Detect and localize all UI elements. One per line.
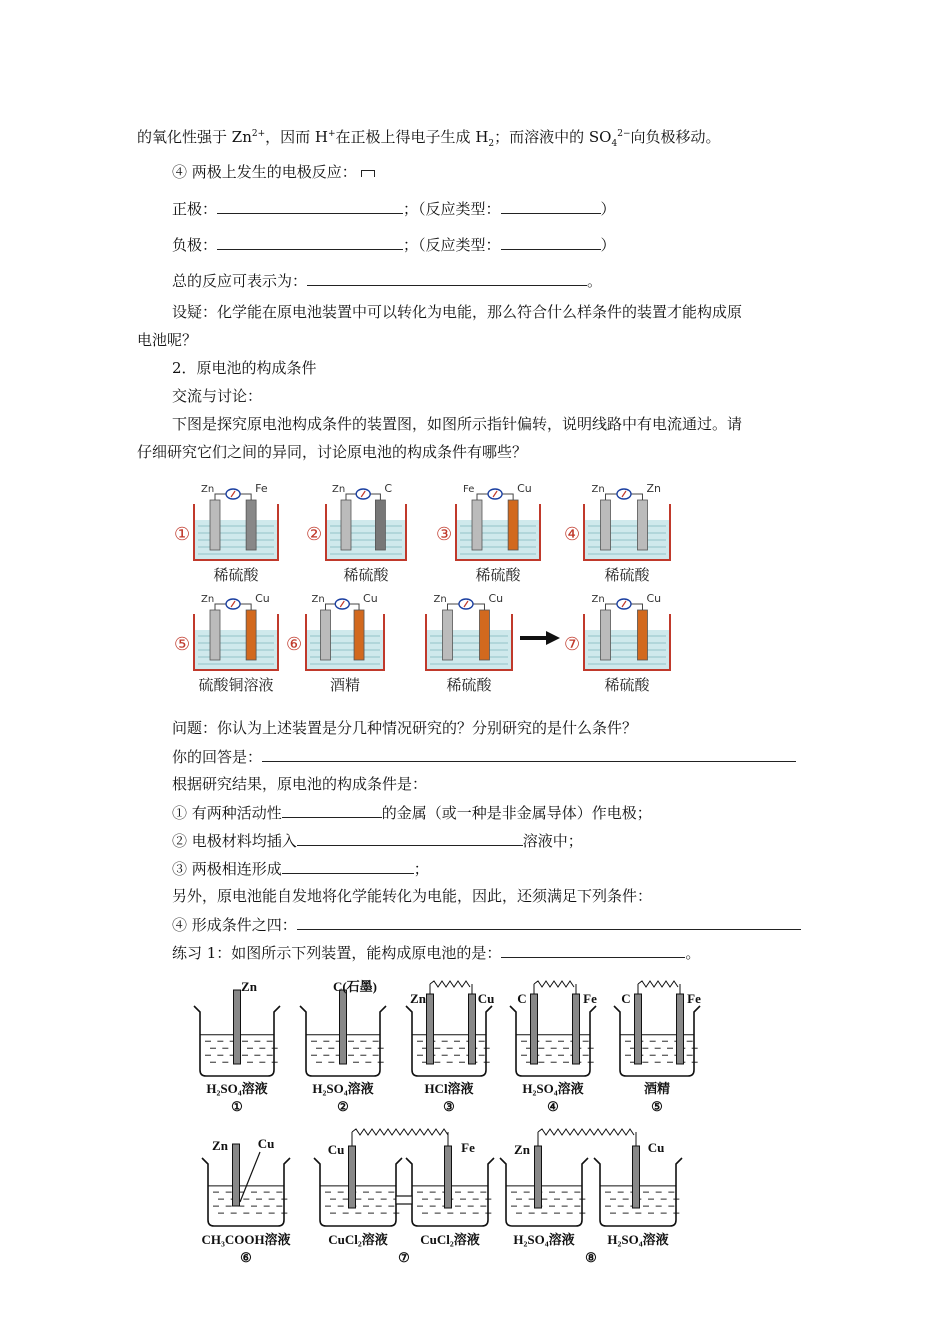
left-electrode bbox=[601, 500, 611, 550]
right-electrode-label: Fe bbox=[583, 991, 597, 1006]
electrode-label: Zn bbox=[241, 979, 257, 994]
right-electrode-label: Cu bbox=[647, 1140, 665, 1155]
text-line-7: 电池呢？ bbox=[137, 331, 198, 349]
apparatus-number: ⑦ bbox=[564, 634, 581, 655]
exercise-1-blank[interactable] bbox=[501, 942, 685, 958]
text-line-11: 仔细研究它们之间的异同，讨论原电池的构成条件有哪些？ bbox=[137, 443, 528, 461]
left-electrode-label: Zn bbox=[332, 484, 346, 495]
condition-1-blank[interactable] bbox=[282, 802, 382, 818]
electrode-rod bbox=[349, 1146, 356, 1208]
text-line-9: 交流与讨论： bbox=[172, 387, 263, 405]
resistor-wire bbox=[538, 1129, 634, 1135]
right-electrode-label: Fe bbox=[461, 1140, 475, 1155]
right-electrode-label: C bbox=[384, 482, 393, 495]
exercise-apparatus-1 bbox=[194, 979, 280, 1114]
solution-label: H₂SO₄溶液 bbox=[522, 1081, 584, 1096]
electrode-rod bbox=[635, 994, 642, 1064]
electrode-rod bbox=[445, 1146, 452, 1208]
resistor-wire bbox=[534, 981, 574, 987]
text-line-1: 的氧化性强于 $Zn^{2+}$，因而 H+在正极上得电子生成 $H_2$；而溶液中的 $SO_4^{2-}$向负极移动。 bbox=[137, 128, 721, 149]
positive-electrode-line: 正极： ；（反应类型： ） bbox=[172, 200, 616, 218]
exercise-apparatus-7 bbox=[314, 1129, 494, 1265]
left-electrode-label: C bbox=[517, 991, 527, 1006]
solution-label: 硫酸铜溶液 bbox=[198, 676, 274, 692]
electrode-label: C(石墨) bbox=[332, 979, 378, 994]
right-electrode bbox=[479, 610, 489, 660]
resistor-wire bbox=[352, 1129, 448, 1135]
text-line-14: 根据研究结果，原电池的构成条件是： bbox=[172, 775, 428, 793]
right-electrode bbox=[354, 610, 364, 660]
right-electrode-label: Cu bbox=[488, 592, 504, 605]
text-line-6: 设疑：化学能在原电池装置中可以转化为电能，那么符合什么样条件的装置才能构成原 bbox=[172, 303, 743, 321]
apparatus-number: ⑧ bbox=[585, 1250, 597, 1265]
answer-line: 你的回答是： bbox=[172, 746, 796, 767]
negative-electrode-blank[interactable] bbox=[217, 234, 403, 250]
negative-electrode-line: 负极： ；（反应类型： ） bbox=[172, 236, 616, 254]
exercise-apparatus-2 bbox=[300, 979, 386, 1114]
left-electrode-label: Zn bbox=[591, 594, 605, 605]
left-electrode-label: Fe bbox=[463, 484, 475, 495]
solution-label: 稀硫酸 bbox=[343, 566, 389, 584]
right-electrode bbox=[246, 500, 256, 550]
answer-blank[interactable] bbox=[262, 746, 796, 762]
electrode-rod bbox=[573, 994, 580, 1064]
positive-reaction-type-blank[interactable] bbox=[501, 198, 601, 214]
text-line-10: 下图是探究原电池构成条件的装置图，如图所示指针偏转，说明线路中有电流通过。请 bbox=[172, 415, 743, 433]
question-line: 问题：你认为上述装置是分几种情况研究的？分别研究的是什么条件？ bbox=[172, 719, 638, 737]
condition-3-blank[interactable] bbox=[282, 858, 414, 874]
solution-label: 稀硫酸 bbox=[446, 676, 492, 692]
left-electrode-label: Zn bbox=[433, 594, 447, 605]
total-reaction-line: 总的反应可表示为： 。 bbox=[172, 272, 603, 290]
condition-1-line: ① 有两种活动性 的金属（或一种是非金属导体）作电极； bbox=[172, 804, 652, 822]
electrode-rod bbox=[427, 994, 434, 1064]
apparatus-number: ⑥ bbox=[240, 1250, 252, 1265]
solution-label: 稀硫酸 bbox=[213, 566, 259, 584]
left-electrode-label: Zn bbox=[212, 1138, 228, 1153]
right-electrode-label: Fe bbox=[687, 991, 701, 1006]
right-electrode bbox=[246, 610, 256, 660]
right-electrode bbox=[637, 500, 647, 550]
electrode-rod bbox=[531, 994, 538, 1064]
left-electrode-label: Zn bbox=[201, 484, 215, 495]
section-heading: 2．原电池的构成条件 bbox=[172, 359, 317, 377]
apparatus-number: ④ bbox=[564, 524, 581, 545]
left-electrode bbox=[210, 500, 220, 550]
solution-label: H₂SO₄溶液 bbox=[312, 1081, 374, 1096]
apparatus-number: ② bbox=[306, 524, 323, 545]
apparatus-number: ⑤ bbox=[174, 634, 191, 655]
solution-label: CH₃COOH溶液 bbox=[201, 1232, 291, 1247]
exercise-apparatus-3 bbox=[406, 981, 494, 1114]
exercise-1-line: 练习 1：如图所示下列装置，能构成原电池的是： 。 bbox=[172, 944, 701, 962]
electrode-rod bbox=[234, 990, 241, 1064]
exercise-apparatus-5 bbox=[614, 981, 701, 1114]
apparatus-number: ⑥ bbox=[286, 634, 303, 655]
apparatus-number: ⑦ bbox=[398, 1250, 410, 1265]
resistor-wire bbox=[638, 981, 678, 987]
electrode-rod bbox=[535, 1146, 542, 1208]
right-electrode-label: Fe bbox=[255, 482, 268, 495]
left-electrode-label: Zn bbox=[514, 1142, 530, 1157]
condition-4-line: ④ 形成条件之四： bbox=[172, 914, 801, 935]
condition-2-line: ② 电极材料均插入 溶液中； bbox=[172, 832, 583, 850]
apparatus-number: ⑤ bbox=[651, 1099, 663, 1114]
right-electrode-label: Cu bbox=[363, 592, 378, 605]
left-electrode-label: Zn bbox=[201, 594, 215, 605]
solution-label: 稀硫酸 bbox=[604, 566, 650, 584]
right-electrode-label: Zn bbox=[646, 482, 661, 495]
solution-label: CuCl₂溶液 bbox=[420, 1232, 480, 1247]
electrode-rod bbox=[677, 994, 684, 1064]
right-electrode-label: Cu bbox=[477, 991, 495, 1006]
exercise-apparatus-4 bbox=[510, 981, 597, 1114]
condition-2-blank[interactable] bbox=[297, 830, 523, 846]
left-electrode-label: Zn bbox=[591, 484, 605, 495]
apparatus-number: ① bbox=[174, 524, 191, 545]
exercise-apparatus-6 bbox=[201, 1136, 290, 1265]
right-electrode-label: Cu bbox=[255, 592, 270, 605]
copper-wire bbox=[240, 1152, 260, 1202]
electrode-rod bbox=[469, 994, 476, 1064]
total-reaction-blank[interactable] bbox=[307, 270, 587, 286]
right-electrode-label: Cu bbox=[257, 1136, 275, 1151]
left-electrode-label: Zn bbox=[410, 991, 426, 1006]
apparatus-number: ③ bbox=[436, 524, 453, 545]
left-electrode bbox=[321, 610, 331, 660]
solution-label: H₂SO₄溶液 bbox=[206, 1081, 268, 1096]
solution-label: 酒精 bbox=[329, 676, 361, 692]
left-electrode bbox=[210, 610, 220, 660]
apparatus-number: ④ bbox=[547, 1099, 559, 1114]
positive-electrode-blank[interactable] bbox=[217, 198, 403, 214]
electrode-rod bbox=[633, 1146, 640, 1208]
exercise-figure bbox=[186, 972, 716, 1272]
apparatus-number: ① bbox=[231, 1099, 243, 1114]
right-electrode-label: Cu bbox=[646, 592, 662, 605]
solution-label: 稀硫酸 bbox=[475, 566, 521, 584]
condition-4-blank[interactable] bbox=[297, 914, 801, 930]
exercise-apparatus-8 bbox=[500, 1129, 682, 1265]
solution-label: CuCl₂溶液 bbox=[328, 1232, 388, 1247]
right-electrode bbox=[508, 500, 518, 550]
right-electrode bbox=[375, 500, 385, 550]
text-line-18: 另外，原电池能自发地将化学能转化为电能，因此，还须满足下列条件： bbox=[172, 887, 653, 905]
salt-bridge bbox=[396, 1196, 412, 1204]
left-electrode bbox=[341, 500, 351, 550]
electrode-rod bbox=[340, 990, 347, 1064]
solution-label: 酒精 bbox=[643, 1081, 671, 1096]
right-electrode-label: Cu bbox=[517, 482, 532, 495]
left-electrode-label: Zn bbox=[311, 594, 325, 605]
left-electrode bbox=[443, 610, 453, 660]
left-electrode-label: C bbox=[621, 991, 631, 1006]
left-electrode bbox=[472, 500, 482, 550]
solution-label: HCl溶液 bbox=[424, 1081, 474, 1096]
resistor-wire bbox=[430, 981, 470, 987]
negative-reaction-type-blank[interactable] bbox=[501, 234, 601, 250]
solution-label: H₂SO₄溶液 bbox=[513, 1232, 575, 1247]
electrode-rod bbox=[233, 1144, 240, 1206]
apparatus-number: ③ bbox=[443, 1099, 455, 1114]
solution-label: 稀硫酸 bbox=[604, 676, 650, 692]
left-electrode bbox=[601, 610, 611, 660]
left-electrode-label: Cu bbox=[327, 1142, 345, 1157]
condition-3-line: ③ 两极相连形成 ； bbox=[172, 860, 429, 878]
text-line-2: ④ 两极上发生的电极反应： bbox=[172, 162, 375, 182]
right-electrode bbox=[637, 610, 647, 660]
apparatus-number: ② bbox=[337, 1099, 349, 1114]
solution-label: H₂SO₄溶液 bbox=[607, 1232, 669, 1247]
battery-conditions-figure bbox=[168, 476, 698, 692]
